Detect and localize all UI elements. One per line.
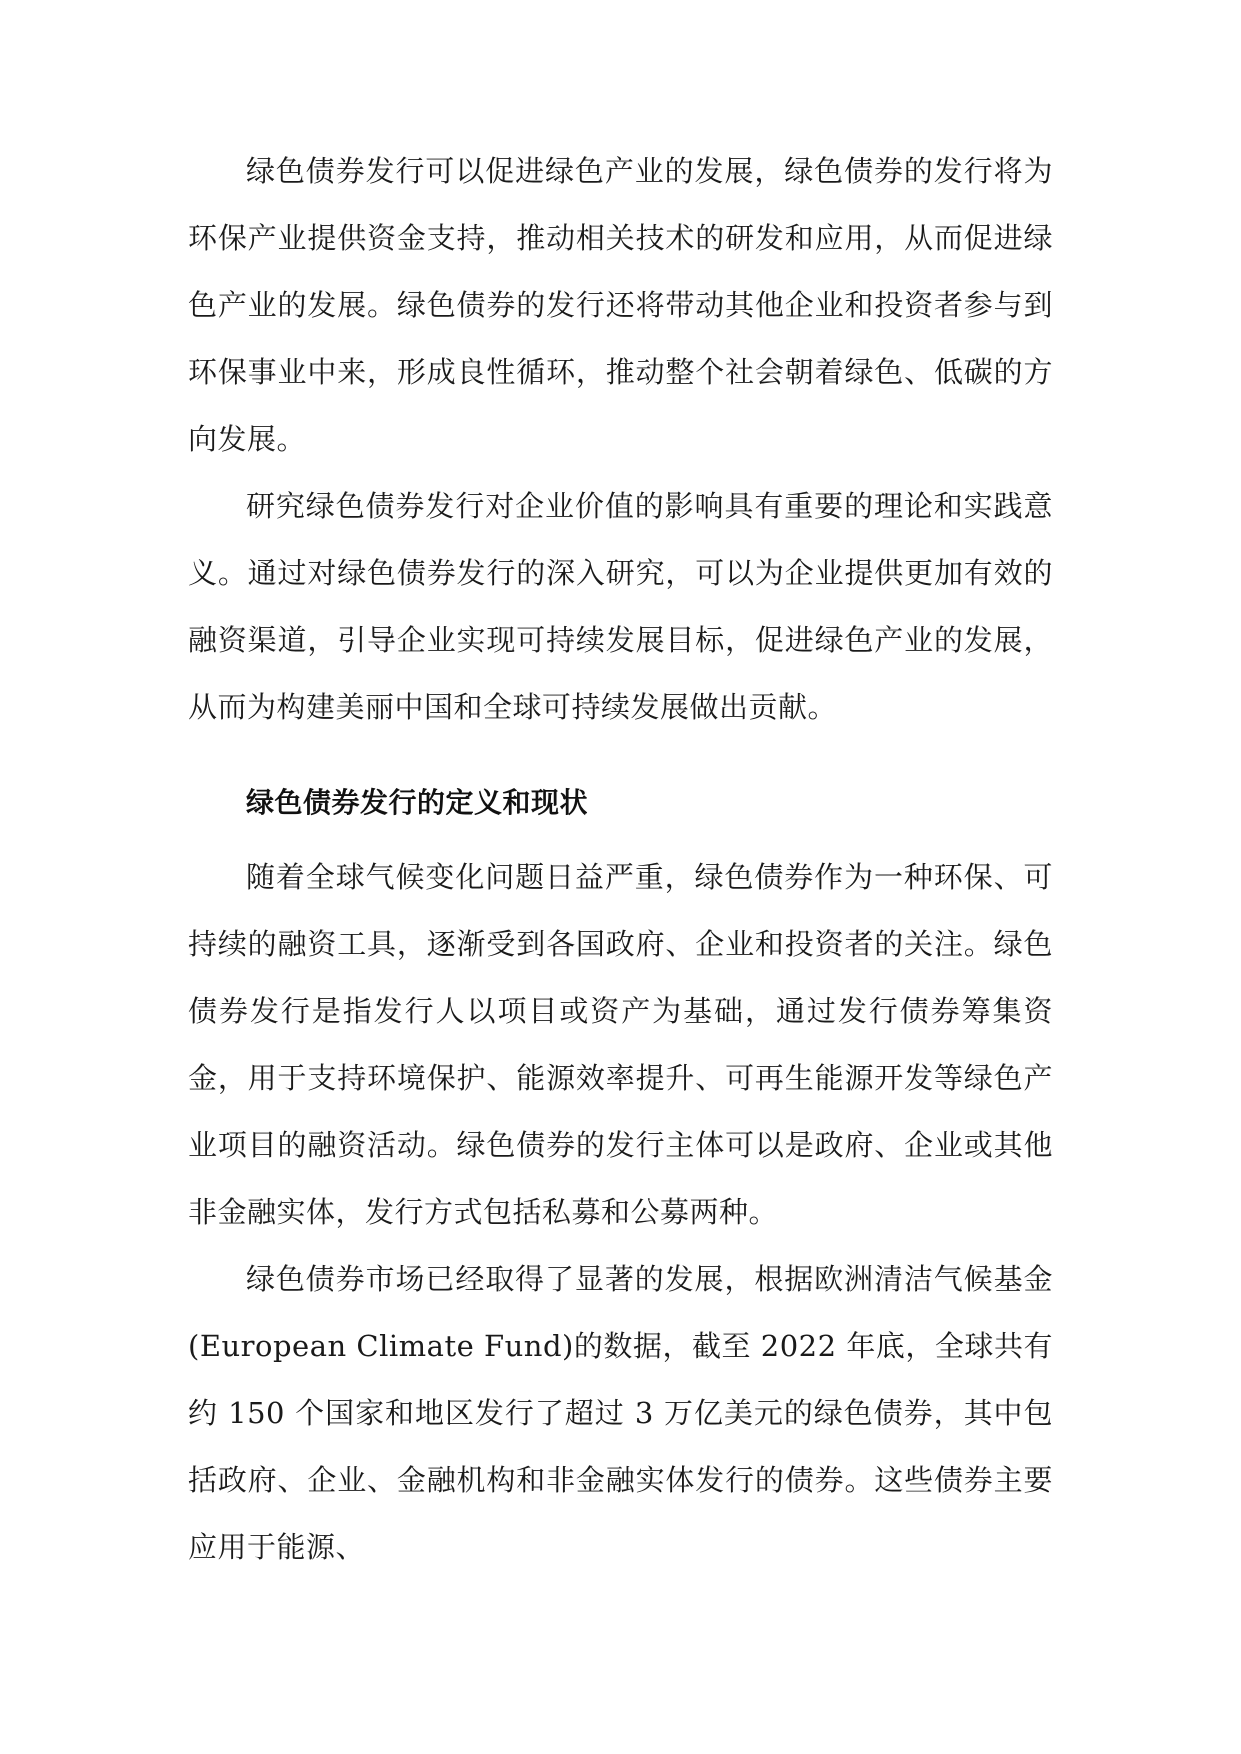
paragraph-research-significance: 研究绿色债券发行对企业价值的影响具有重要的理论和实践意义。通过对绿色债券发行的深入研究，可以为企业提供更加有效的融资渠道，引导企业实现可持续发展目标，促进绿色产业的发展，从而为构建美丽中国和全球可持续发展做出贡献。 <box>188 489 1053 724</box>
paragraph-definition: 随着全球气候变化问题日益严重，绿色债券作为一种环保、可持续的融资工具，逐渐受到各国政府、企业和投资者的关注。绿色债券发行是指发行人以项目或资产为基础，通过发行债券筹集资金，用于支持环境保护、能源效率提升、可再生能源开发等绿色产业项目的融资活动。绿色债券的发行主体可以是政府、企业或其他非金融实体，发行方式包括私募和公募两种。 <box>188 860 1053 1229</box>
document-body <box>188 138 1053 1581</box>
paragraph-green-bond-promotes-industry: 绿色债券发行可以促进绿色产业的发展，绿色债券的发行将为环保产业提供资金支持，推动相关技术的研发和应用，从而促进绿色产业的发展。绿色债券的发行还将带动其他企业和投资者参与到环保事业中来，形成良性循环，推动整个社会朝着绿色、低碳的方向发展。 <box>188 154 1053 456</box>
paragraph-market-status: 绿色债券市场已经取得了显著的发展，根据欧洲清洁气候基金(European Climate Fund)的数据，截至 2022 年底，全球共有约 150 个国家和地区发行了超过 3 万亿美元的绿色债券，其中包括政府、企业、金融机构和非金融实体发行的债券。这些债券主要应用于能源、 <box>188 1262 1053 1564</box>
section-heading: 绿色债券发行的定义和现状 <box>246 786 589 819</box>
